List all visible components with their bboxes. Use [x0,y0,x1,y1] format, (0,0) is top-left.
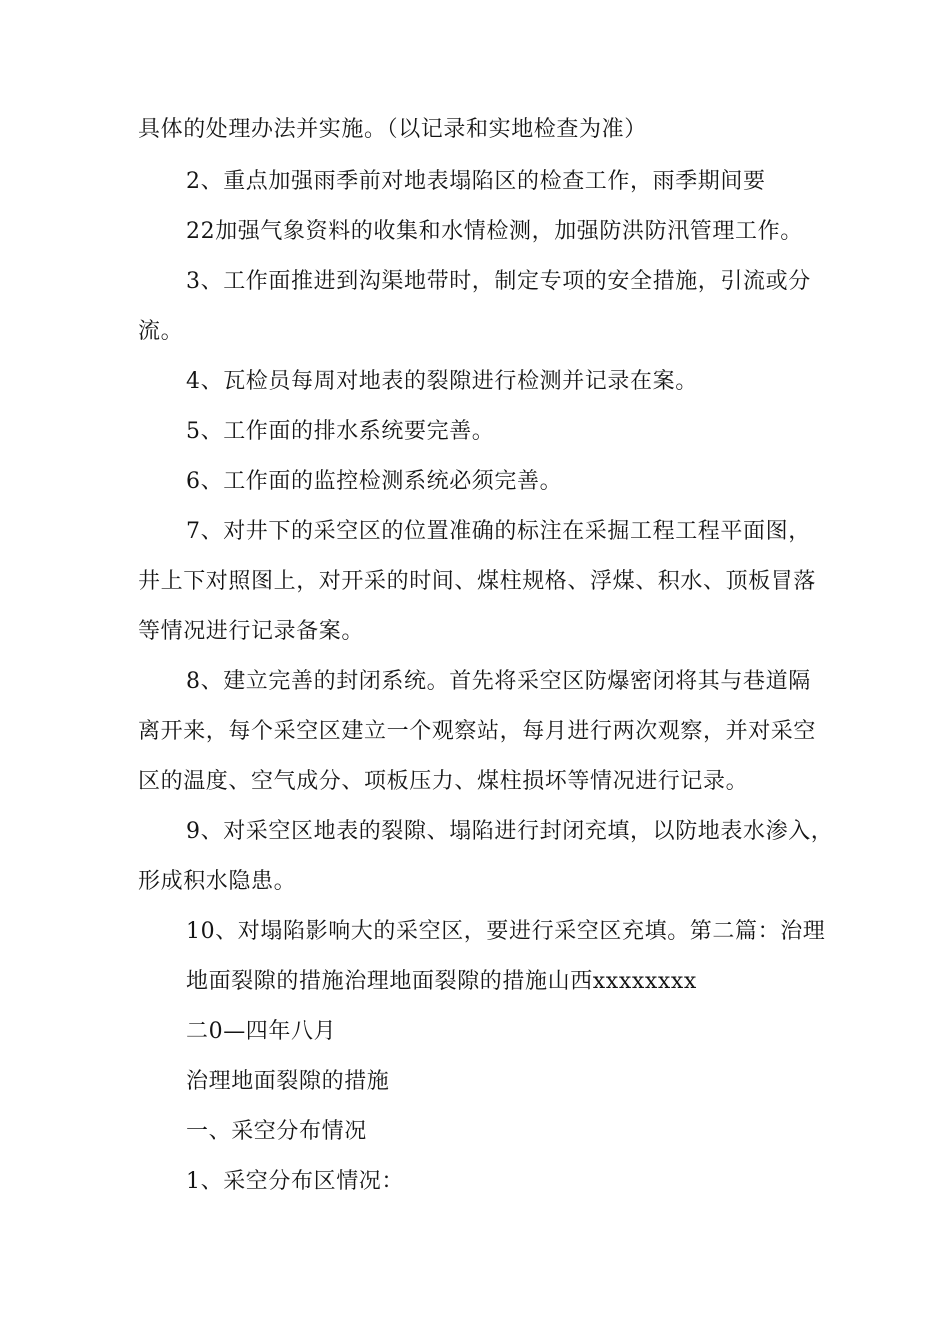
text-line: 区的温度、空气成分、项板压力、煤柱损坏等情况进行记录。 [138,769,749,794]
text-line: 离开来，每个采空区建立一个观察站，每月进行两次观察，并对采空 [138,719,817,744]
text-line: 地面裂隙的措施治理地面裂隙的措施山西xxxxxxxx [186,969,697,994]
text-line: 9、对采空区地表的裂隙、塌陷进行封闭充填，以防地表水渗入， [186,819,834,844]
text-line: 7、对井下的采空区的位置准确的标注在采掘工程工程平面图， [186,519,811,544]
text-line: 3、工作面推进到沟渠地带时，制定专项的安全措施，引流或分 [186,269,811,294]
text-line: 5、工作面的排水系统要完善。 [186,419,495,444]
text-line: 22加强气象资料的收集和水情检测，加强防洪防汛管理工作。 [186,219,803,244]
date-line: 二0—四年八月 [186,1019,337,1044]
text-line: 2、重点加强雨季前对地表塌陷区的检查工作，雨季期间要 [186,169,766,194]
text-line: 井上下对照图上，对开采的时间、煤柱规格、浮煤、积水、顶板冒落 [138,569,817,594]
section-heading: 一、采空分布情况 [186,1119,367,1144]
text-line: 6、工作面的监控检测系统必须完善。 [186,469,563,494]
subsection-heading: 1、采空分布区情况： [186,1169,404,1194]
text-line: 流。 [138,319,184,344]
text-line: 形成积水隐患。 [138,869,297,894]
section-title: 治理地面裂隙的措施 [186,1069,390,1094]
text-line: 4、瓦检员每周对地表的裂隙进行检测并记录在案。 [186,369,698,394]
text-line: 8、建立完善的封闭系统。首先将采空区防爆密闭将其与巷道隔 [186,669,811,694]
text-line: 10、对塌陷影响大的采空区，要进行采空区充填。第二篇：治理 [186,919,826,944]
text-line: 具体的处理办法并实施。（以记录和实地检查为准） [138,117,647,142]
text-line: 等情况进行记录备案。 [138,619,365,644]
